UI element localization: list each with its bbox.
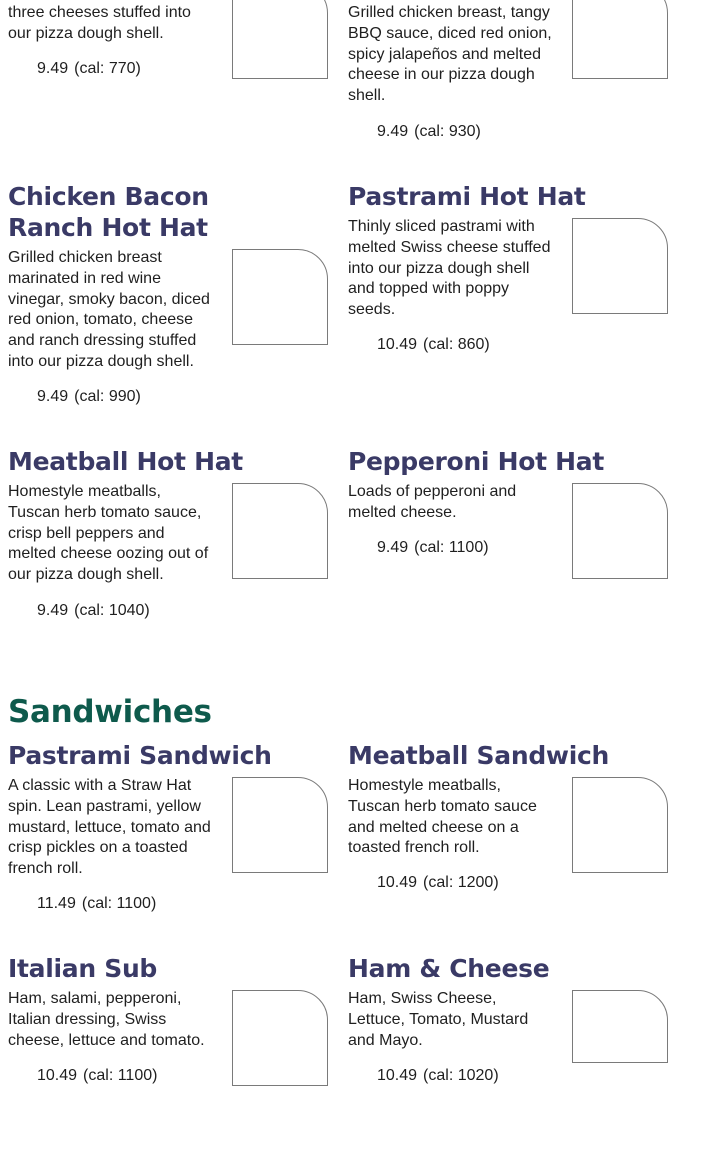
- item-price-line: [37, 1067, 157, 1085]
- item-image[interactable]: [572, 218, 668, 314]
- item-description: three cheeses stuffed into our pizza dough shell.: [8, 4, 191, 42]
- item-title[interactable]: Italian Sub: [8, 954, 158, 983]
- item-description: Ham, salami, pepperoni, Italian dressing, Swiss cheese, lettuce and tomato.: [8, 990, 205, 1049]
- menu-item-italian-sub[interactable]: [8, 953, 338, 1084]
- item-price: 10.49: [377, 336, 418, 353]
- menu-item-pastrami-sandwich[interactable]: [8, 740, 338, 912]
- item-price-line: [377, 336, 490, 354]
- item-title[interactable]: Pastrami Sandwich: [8, 741, 272, 770]
- item-image[interactable]: [232, 483, 328, 579]
- item-price: 9.49: [377, 123, 409, 140]
- item-description: Homestyle meatballs, Tuscan herb tomato sauce and melted cheese on a toasted french roll.: [348, 777, 537, 857]
- item-price: 11.49: [37, 895, 76, 912]
- item-description: A classic with a Straw Hat spin. Lean pastrami, yellow mustard, lettuce, tomato and crisp pickles on a toasted french roll.: [8, 777, 211, 878]
- item-price-line: [37, 388, 141, 406]
- item-calories: (cal: 1100): [81, 895, 157, 912]
- item-price-line: [377, 123, 481, 141]
- item-calories: (cal: 770): [74, 60, 141, 77]
- item-description: Homestyle meatballs, Tuscan herb tomato sauce, crisp bell peppers and melted cheese oozing out of our pizza dough shell.: [8, 483, 209, 584]
- item-title[interactable]: Meatball Hot Hat: [8, 447, 243, 476]
- item-calories: (cal: 1020): [423, 1067, 499, 1084]
- item-description: Grilled chicken breast, tangy BBQ sauce, diced red onion, spicy jalapeños and melted cheese in our pizza dough shell.: [348, 4, 552, 105]
- item-price-line: [377, 874, 499, 892]
- item-price: 10.49: [377, 874, 418, 891]
- menu-item-ham-and-cheese[interactable]: [348, 953, 678, 1084]
- item-image[interactable]: [572, 777, 668, 873]
- menu-item-meatball-sandwich[interactable]: [348, 740, 678, 891]
- item-image[interactable]: [232, 777, 328, 873]
- item-calories: (cal: 930): [414, 123, 481, 140]
- item-price: 10.49: [377, 1067, 418, 1084]
- item-calories: (cal: 1200): [423, 874, 499, 891]
- menu-item-meatball-hot-hat[interactable]: [8, 446, 338, 619]
- item-title[interactable]: Pastrami Hot Hat: [348, 182, 586, 211]
- item-calories: (cal: 1100): [83, 1067, 158, 1084]
- item-image[interactable]: [232, 249, 328, 345]
- item-image[interactable]: [232, 0, 328, 79]
- item-title[interactable]: Meatball Sandwich: [348, 741, 610, 770]
- item-calories: (cal: 1040): [74, 602, 150, 619]
- item-price-line: [37, 895, 156, 913]
- item-price: 9.49: [377, 539, 409, 556]
- item-price-line: [377, 1067, 499, 1085]
- item-description: Grilled chicken breast marinated in red wine vinegar, smoky bacon, diced red onion, tomato, cheese and ranch dressing stuffed into our pizza dough shell.: [8, 249, 210, 370]
- item-calories: (cal: 1100): [414, 539, 489, 556]
- menu-item-pastrami-hot-hat[interactable]: [348, 181, 678, 353]
- item-price: 9.49: [37, 602, 69, 619]
- item-price: 10.49: [37, 1067, 78, 1084]
- item-price-line: [37, 602, 150, 620]
- item-image[interactable]: [572, 990, 668, 1063]
- item-image[interactable]: [572, 0, 668, 79]
- item-price: 9.49: [37, 388, 69, 405]
- item-title[interactable]: Chicken Bacon Ranch Hot Hat: [8, 182, 209, 242]
- item-title[interactable]: Pepperoni Hot Hat: [348, 447, 604, 476]
- item-description: Thinly sliced pastrami with melted Swiss cheese stuffed into our pizza dough shell and topped with poppy seeds.: [348, 218, 551, 319]
- item-price-line: [37, 60, 141, 78]
- item-description: Loads of pepperoni and melted cheese.: [348, 483, 517, 521]
- item-price: 9.49: [37, 60, 69, 77]
- item-price-line: [377, 539, 489, 557]
- menu-item-chicken-bacon-ranch-hot-hat[interactable]: [8, 181, 338, 405]
- menu-item-pepperoni-hot-hat[interactable]: [348, 446, 678, 556]
- section-title-sandwiches: Sandwiches: [8, 694, 212, 730]
- item-calories: (cal: 860): [423, 336, 490, 353]
- item-image[interactable]: [232, 990, 328, 1086]
- item-calories: (cal: 990): [74, 388, 141, 405]
- item-title[interactable]: Ham & Cheese: [348, 954, 550, 983]
- item-image[interactable]: [572, 483, 668, 579]
- item-description: Ham, Swiss Cheese, Lettuce, Tomato, Mustard and Mayo.: [348, 990, 529, 1049]
